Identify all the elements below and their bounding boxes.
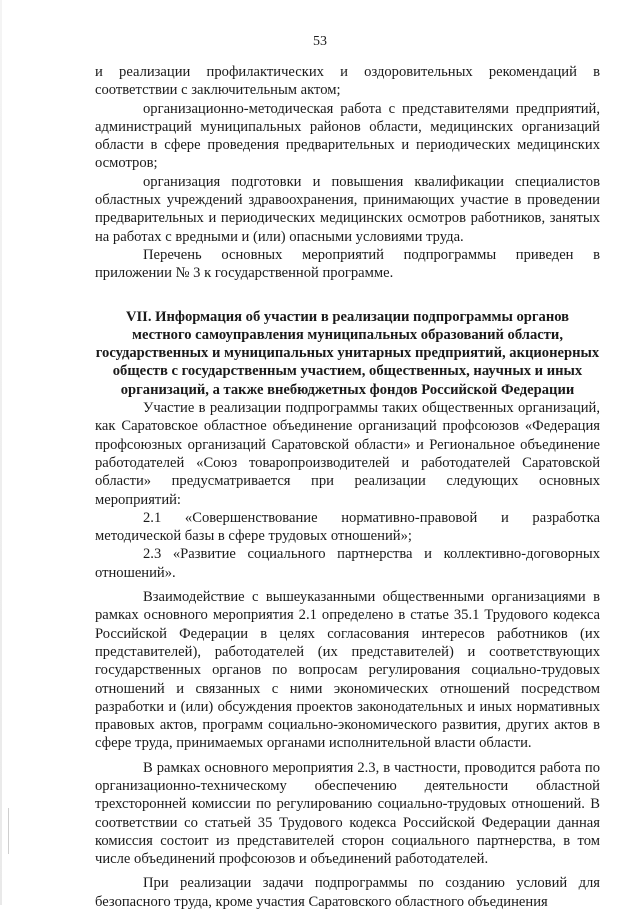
document-body [95,63,600,911]
paragraph-safe-labor: При реализации задачи подпрограммы по созданию условий для безопасного труда, кроме участия Саратовского областного объединения [95,875,600,910]
paragraph-interaction: Взаимодействие с вышеуказанными общественными организациями в рамках основного мероприятия 2.1 определено в статье 35.1 Трудового кодекса Российской Федерации в целях согласования интересов работников (их представителей), работодателей (их представителей) и соответствующих государственных органов по вопросам регулирования социально-трудовых отношений и связанных с ними экономических отношений посредством разработки и (или) обсуждения проектов законодательных и иных нормативных правовых актов, программ социально-экономического развития, других актов в сфере труда, принимаемых органами исполнительной власти области. [95,589,600,752]
paragraph-commission: В рамках основного мероприятия 2.3, в частности, проводится работа по организационно-техническому обеспечению деятельности областной трехсторонней комиссии по регулированию социально-трудовых отношений. В соответствии со статьей 35 Трудового кодекса Российской Федерации данная комиссия состоит из представителей сторон социального партнерства, в том числе объединений профсоюзов и объединений работодателей. [95,759,600,868]
paragraph-measures-list: Перечень основных мероприятий подпрограммы приведен в приложении № 3 к государственной программе. [95,246,600,282]
paragraph-participation: Участие в реализации подпрограммы таких общественных организаций, как Саратовское областное объединение организаций профсоюзов «Федерация профсоюзных организаций Саратовской области» и Региональное объединение работодателей «Союз товаропроизводителей и работодателей Саратовской области» предусматривается при реализации следующих основных мероприятий: [95,400,600,508]
paragraph-measure-2-1: 2.1 «Совершенствование нормативно-правовой и разработка методической базы в сфере трудовых отношений»; [95,509,600,545]
section-title: VII. Информация об участии в реализации подпрограммы органов местного самоуправления муниципальных образований области, государственных и муниципальных унитарных предприятий, акционерных обществ с государственным участием, общественных, научных и иных организаций, а также внебюджетных фондов Российской Федерации [95,308,600,398]
paragraph-measure-2-3: 2.3 «Развитие социального партнерства и коллективно-договорных отношений». [95,546,600,581]
paragraph-training: организация подготовки и повышения квалификации специалистов областных учреждений здравоохранения, принимающих участие в проведении предварительных и периодических медицинских осмотров работников, занятых на работах с вредными и (или) опасными условиями труда. [95,173,600,245]
scan-margin-mark [8,808,9,854]
paragraph-methodical-work: организационно-методическая работа с представителями предприятий, администраций муниципальных районов области, медицинских организаций области в сфере проведения предварительных и периодических медицинских осмотров; [95,100,600,172]
scan-left-edge [0,0,2,905]
page-number: 53 [313,34,327,49]
paragraph-continuation: и реализации профилактических и оздоровительных рекомендаций в соответствии с заключительным актом; [95,64,600,99]
